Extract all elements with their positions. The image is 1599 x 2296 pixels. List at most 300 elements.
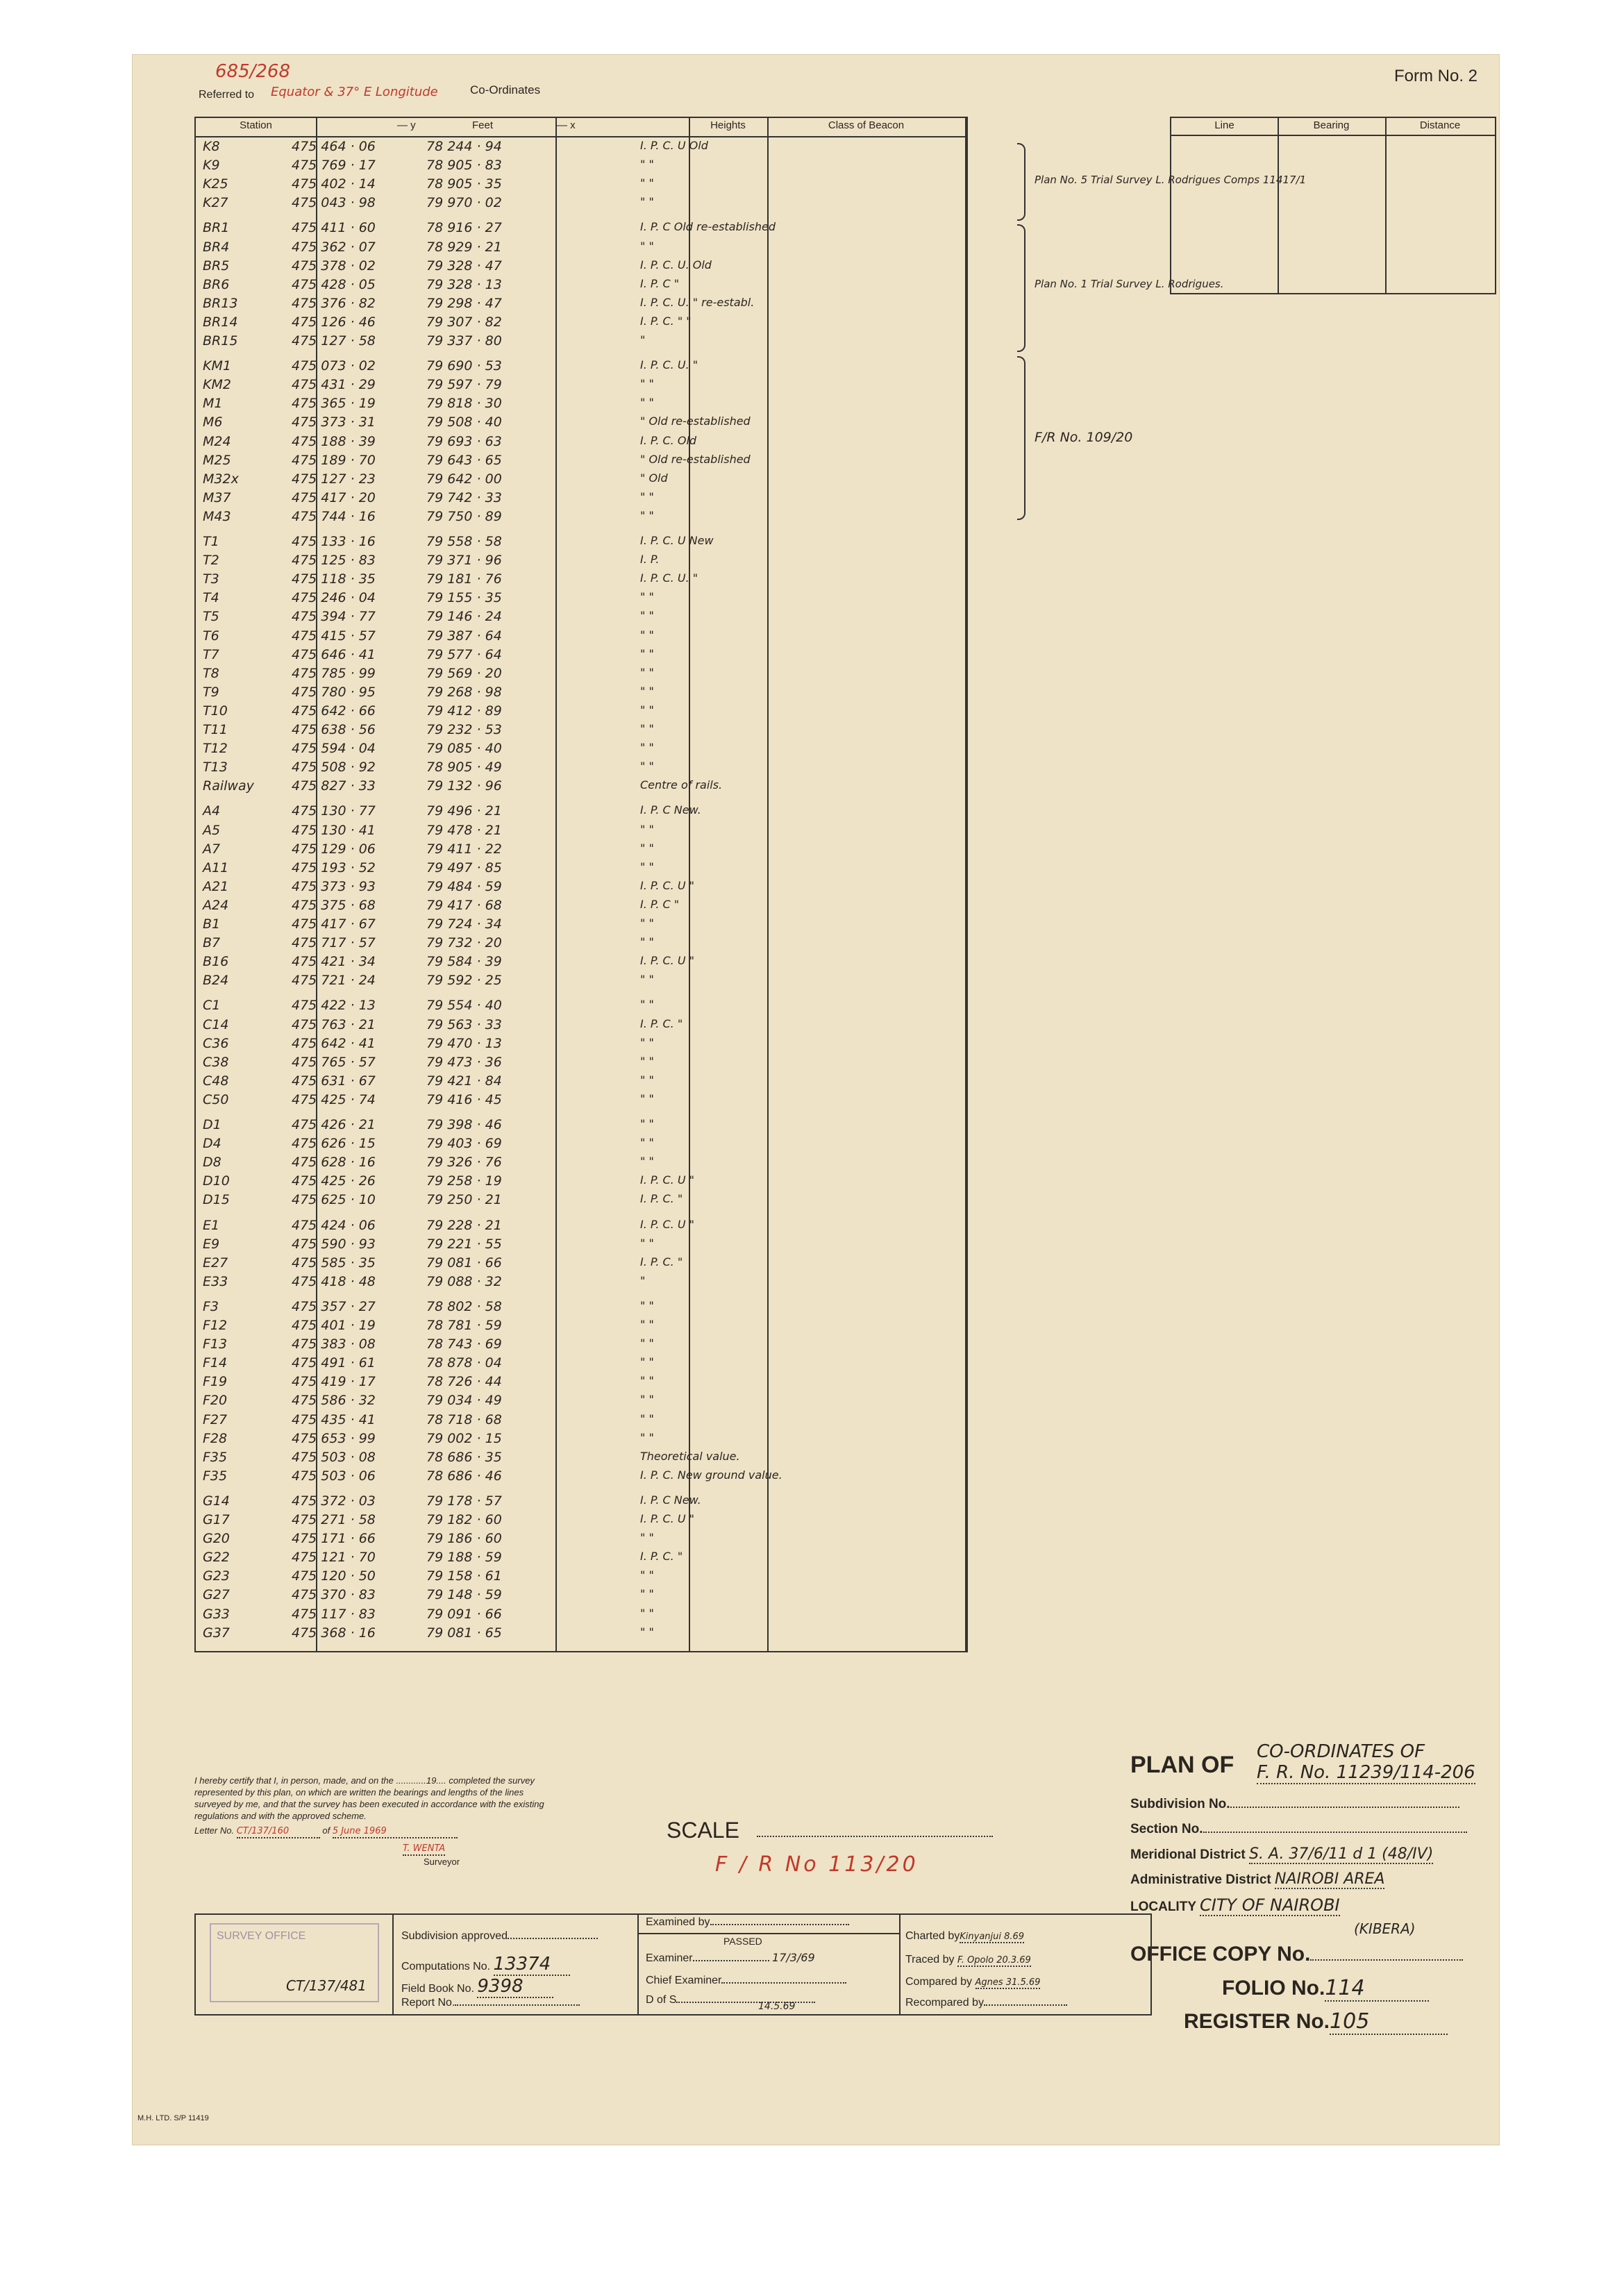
x-coordinate-cell: 79 403 · 69 [426,1136,502,1152]
x-coordinate-cell: 78 244 · 94 [426,139,502,154]
station-cell: B24 [203,973,229,989]
x-coordinate-cell: 79 554 · 40 [426,998,502,1014]
station-cell: G20 [203,1531,230,1547]
station-cell: D15 [203,1192,230,1208]
station-cell: K8 [203,139,220,154]
station-cell: G37 [203,1625,230,1641]
x-coordinate-cell: 79 337 · 80 [426,333,502,349]
y-coordinate-cell: 475 120 · 50 [292,1568,376,1584]
station-cell: F12 [203,1318,228,1333]
x-coordinate-cell: 79 563 · 33 [426,1016,502,1032]
station-cell: T7 [203,646,219,662]
y-coordinate-cell: 475 491 · 61 [292,1355,376,1371]
x-coordinate-cell: 79 307 · 82 [426,314,502,330]
x-coordinate-cell: 79 470 · 13 [426,1035,502,1051]
y-coordinate-cell: 475 188 · 39 [292,433,376,449]
plan-of-label: PLAN OF [1130,1752,1234,1778]
meridional-district-label: Meridional District [1130,1847,1246,1862]
x-coordinate-cell: 78 878 · 04 [426,1355,502,1371]
station-cell: D8 [203,1155,221,1171]
station-cell: C50 [203,1091,229,1107]
station-cell: BR15 [203,333,238,349]
y-coordinate-cell: 475 503 · 06 [292,1468,376,1484]
x-coordinate-cell: 79 597 · 79 [426,377,502,393]
x-coordinate-cell: 79 398 · 46 [426,1117,502,1132]
beacon-class-cell: " " [640,841,654,855]
station-cell: E27 [203,1255,228,1271]
beacon-class-cell: " " [640,1298,654,1312]
y-coordinate-cell: 475 411 · 60 [292,220,376,236]
station-cell: T2 [203,553,219,569]
x-coordinate-cell: 79 732 · 20 [426,935,502,951]
y-coordinate-cell: 475 503 · 08 [292,1449,376,1465]
subdivision-label: Subdivision No. [1130,1797,1230,1811]
station-cell: G27 [203,1587,230,1603]
subdivision-approved-label: Subdivision approved [401,1930,508,1942]
x-coordinate-cell: 79 155 · 35 [426,590,502,606]
y-coordinate-cell: 475 373 · 31 [292,414,376,430]
station-cell: F20 [203,1393,228,1409]
fr-number: F / R No 113/20 [715,1852,919,1877]
station-cell: E9 [203,1236,220,1252]
y-coordinate-cell: 475 383 · 08 [292,1336,376,1352]
beacon-class-cell: " " [640,239,654,253]
x-coordinate-cell: 79 158 · 61 [426,1568,502,1584]
beacon-class-cell: " " [640,1531,654,1545]
y-coordinate-cell: 475 073 · 02 [292,358,376,374]
charted-by-label: Charted by [905,1930,960,1942]
y-coordinate-cell: 475 653 · 99 [292,1430,376,1446]
station-cell: D1 [203,1117,221,1132]
bracket-br-group [1017,224,1025,352]
field-book-value: 9398 [477,1976,553,1998]
beacon-class-cell: I. P. C. " [640,1016,683,1030]
x-coordinate-cell: 79 569 · 20 [426,665,502,681]
y-coordinate-cell: 475 638 · 56 [292,722,376,737]
charted-by-value: Kinyanjui 8.69 [960,1932,1025,1942]
beacon-class-cell: " " [640,609,654,623]
locality-label: LOCALITY [1130,1900,1196,1914]
x-coordinate-cell: 79 421 · 84 [426,1073,502,1089]
x-coordinate-cell: 79 091 · 66 [426,1606,502,1622]
beacon-class-cell: " " [640,741,654,755]
y-coordinate-cell: 475 646 · 41 [292,646,376,662]
x-coordinate-cell: 79 085 · 40 [426,741,502,757]
administrative-district-value: NAIROBI AREA [1275,1870,1385,1888]
station-cell: F19 [203,1374,228,1390]
y-coordinate-cell: 475 394 · 77 [292,609,376,625]
x-coordinate-cell: 79 558 · 58 [426,534,502,549]
station-cell: G14 [203,1493,230,1509]
station-cell: C1 [203,998,221,1014]
plan-of [1130,1752,1234,1779]
y-coordinate-cell: 475 133 · 16 [292,534,376,549]
compared-by-value: Agnes 31.5.69 [975,1977,1041,1988]
y-coordinate-cell: 475 129 · 06 [292,841,376,857]
beacon-class-cell: " " [640,722,654,735]
y-coordinate-cell: 475 189 · 70 [292,452,376,468]
beacon-class-cell: " " [640,1430,654,1444]
x-coordinate-cell: 78 905 · 35 [426,176,502,192]
compared-by-label: Compared by [905,1976,973,1988]
station-cell: M6 [203,414,223,430]
y-coordinate-cell: 475 418 · 48 [292,1273,376,1289]
beacon-class-cell: " " [640,1625,654,1639]
surveyor-label: Surveyor [424,1857,460,1867]
y-coordinate-cell: 475 368 · 16 [292,1625,376,1641]
y-coordinate-cell: 475 631 · 67 [292,1073,376,1089]
x-coordinate-cell: 79 371 · 96 [426,553,502,569]
station-cell: T9 [203,684,219,700]
x-coordinate-cell: 79 742 · 33 [426,489,502,505]
station-cell: BR13 [203,295,238,311]
station-cell: T1 [203,534,219,549]
beacon-class-cell: " " [640,195,654,209]
beacon-class-cell: Centre of rails. [640,778,723,792]
x-coordinate-cell: 79 182 · 60 [426,1512,502,1527]
station-cell: A4 [203,803,221,819]
table-header-row [196,118,966,137]
referred-to-label: Referred to [199,89,255,101]
beacon-class-cell: I. P. C. U. " re-establ. [640,295,755,309]
y-coordinate-cell: 475 130 · 77 [292,803,376,819]
y-coordinate-cell: 475 586 · 32 [292,1393,376,1409]
y-coordinate-cell: 475 422 · 13 [292,998,376,1014]
header-feet: Feet [472,119,494,131]
y-coordinate-cell: 475 642 · 41 [292,1035,376,1051]
station-cell: T4 [203,590,219,606]
section-label: Section No. [1130,1822,1203,1836]
coordinates-table [194,117,968,1652]
beacon-class-cell: " " [640,665,654,679]
y-coordinate-cell: 475 370 · 83 [292,1587,376,1603]
station-cell: F3 [203,1298,219,1314]
y-coordinate-cell: 475 426 · 21 [292,1117,376,1132]
station-cell: D10 [203,1173,230,1189]
beacon-class-cell: " " [640,822,654,836]
beacon-class-cell: I. P. C. U. Old [640,258,712,271]
station-cell: M24 [203,433,231,449]
plan-of-value-2: F. R. No. 11239/114-206 [1257,1762,1475,1783]
beacon-class-cell: " " [640,1393,654,1407]
x-coordinate-cell: 78 929 · 21 [426,239,502,255]
x-coordinate-cell: 78 916 · 27 [426,220,502,236]
x-coordinate-cell: 79 577 · 64 [426,646,502,662]
y-coordinate-cell: 475 357 · 27 [292,1298,376,1314]
register-label: REGISTER No. [1184,2010,1330,2033]
y-coordinate-cell: 475 171 · 66 [292,1531,376,1547]
x-coordinate-cell: 79 970 · 02 [426,195,502,211]
y-coordinate-cell: 475 594 · 04 [292,741,376,757]
station-cell: A21 [203,878,229,894]
station-cell: F27 [203,1411,228,1427]
beacon-class-cell: " " [640,1374,654,1388]
beacon-class-cell: I. P. C. U " [640,1217,695,1231]
bracket-k-group [1017,143,1025,221]
locality-value: CITY OF NAIROBI [1199,1895,1340,1915]
station-cell: G23 [203,1568,230,1584]
beacon-class-cell: " " [640,998,654,1012]
examiner-label: Examiner [646,1952,693,1964]
beacon-class-cell: " " [640,860,654,873]
administrative-district-label: Administrative District [1130,1872,1271,1887]
station-cell: B16 [203,954,229,970]
x-coordinate-cell: 79 693 · 63 [426,433,502,449]
station-cell: Railway [203,778,254,794]
y-coordinate-cell: 475 193 · 52 [292,860,376,875]
header-station: Station [240,119,272,131]
station-cell: M32x [203,471,239,487]
x-coordinate-cell: 79 148 · 59 [426,1587,502,1603]
beacon-class-cell: I. P. C. U " [640,878,695,892]
x-coordinate-cell: 79 496 · 21 [426,803,502,819]
file-reference: 685/268 [215,61,291,82]
y-coordinate-cell: 475 585 · 35 [292,1255,376,1271]
station-cell: C36 [203,1035,229,1051]
y-coordinate-cell: 475 428 · 05 [292,276,376,292]
beacon-class-cell: " [640,1273,646,1287]
beacon-class-cell: " Old re-established [640,452,751,466]
y-coordinate-cell: 475 271 · 58 [292,1512,376,1527]
header-x: — x [557,119,576,131]
header-distance: Distance [1419,119,1461,131]
y-coordinate-cell: 475 625 · 10 [292,1192,376,1208]
y-coordinate-cell: 475 402 · 14 [292,176,376,192]
x-coordinate-cell: 79 188 · 59 [426,1550,502,1566]
station-cell: T12 [203,741,228,757]
beacon-class-cell: " " [640,590,654,604]
x-coordinate-cell: 78 686 · 35 [426,1449,502,1465]
beacon-class-cell: " " [640,935,654,949]
beacon-class-cell: I. P. C. U " [640,954,695,968]
station-cell: KM1 [203,358,231,374]
station-cell: BR1 [203,220,230,236]
y-coordinate-cell: 475 130 · 41 [292,822,376,838]
folio-value: 114 [1325,1976,1429,2002]
beacon-class-cell: I. P. C. U. " [640,358,698,372]
y-coordinate-cell: 475 375 · 68 [292,897,376,913]
x-coordinate-cell: 79 417 · 68 [426,897,502,913]
beacon-class-cell: " " [640,760,654,773]
station-cell: G33 [203,1606,230,1622]
y-coordinate-cell: 475 785 · 99 [292,665,376,681]
y-coordinate-cell: 475 118 · 35 [292,571,376,587]
x-coordinate-cell: 79 497 · 85 [426,860,502,875]
x-coordinate-cell: 79 034 · 49 [426,1393,502,1409]
y-coordinate-cell: 475 425 · 74 [292,1091,376,1107]
beacon-class-cell: I. P. C. U " [640,1512,695,1525]
station-cell: K9 [203,158,220,174]
beacon-class-cell: " " [640,158,654,171]
examined-by-label: Examined by [646,1916,710,1928]
y-coordinate-cell: 475 125 · 83 [292,553,376,569]
certificate-text: I hereby certify that I, in person, made, and on the ............19.... completed the survey represented by this plan, on which are written the bearings and lengths of the lines surveyed by me, and that the survey has been executed in accordance with the existing regulations and with the approved scheme. [194,1775,544,1821]
station-cell: A11 [203,860,229,875]
examiner-date: 17/3/69 [772,1951,815,1964]
x-coordinate-cell: 79 088 · 32 [426,1273,502,1289]
x-coordinate-cell: 79 411 · 22 [426,841,502,857]
beacon-class-cell: I. P. C. " [640,1192,683,1206]
folio-label: FOLIO No. [1222,1977,1325,2000]
beacon-class-cell: I. P. C. U " [640,1173,695,1187]
y-coordinate-cell: 475 117 · 83 [292,1606,376,1622]
x-coordinate-cell: 79 642 · 00 [426,471,502,487]
office-copy-label: OFFICE COPY No. [1130,1943,1311,1966]
y-coordinate-cell: 475 769 · 17 [292,158,376,174]
y-coordinate-cell: 475 435 · 41 [292,1411,376,1427]
beacon-class-cell: " " [640,1318,654,1331]
y-coordinate-cell: 475 126 · 46 [292,314,376,330]
y-coordinate-cell: 475 590 · 93 [292,1236,376,1252]
y-coordinate-cell: 475 246 · 04 [292,590,376,606]
x-coordinate-cell: 79 221 · 55 [426,1236,502,1252]
x-coordinate-cell: 79 132 · 96 [426,778,502,794]
x-coordinate-cell: 79 818 · 30 [426,396,502,412]
beacon-class-cell: I. P. C. " " [640,314,692,328]
x-coordinate-cell: 79 484 · 59 [426,878,502,894]
x-coordinate-cell: 79 081 · 66 [426,1255,502,1271]
y-coordinate-cell: 475 424 · 06 [292,1217,376,1233]
x-coordinate-cell: 79 146 · 24 [426,609,502,625]
y-coordinate-cell: 475 362 · 07 [292,239,376,255]
station-cell: T13 [203,760,228,776]
x-coordinate-cell: 79 081 · 65 [426,1625,502,1641]
beacon-class-cell: " " [640,1587,654,1601]
letter-no-value: CT/137/160 [237,1825,320,1838]
computations-value: 13374 [494,1954,570,1976]
beacon-class-cell: Theoretical value. [640,1449,740,1463]
beacon-class-cell: " [640,333,646,346]
note-km-group: F/R No. 109/20 [1035,430,1133,445]
beacon-class-cell: I. P. C " [640,897,680,911]
beacon-class-cell: " " [640,1054,654,1068]
beacon-class-cell: " " [640,1091,654,1105]
x-coordinate-cell: 79 478 · 21 [426,822,502,838]
x-coordinate-cell: 78 905 · 83 [426,158,502,174]
x-coordinate-cell: 79 002 · 15 [426,1430,502,1446]
station-cell: M37 [203,489,231,505]
station-cell: G17 [203,1512,230,1527]
traced-by-value: F. Opolo 20.3.69 [957,1955,1031,1966]
station-cell: T8 [203,665,219,681]
x-coordinate-cell: 78 802 · 58 [426,1298,502,1314]
beacon-class-cell: " Old [640,471,668,485]
x-coordinate-cell: 79 387 · 64 [426,628,502,644]
station-cell: BR5 [203,258,230,274]
y-coordinate-cell: 475 763 · 21 [292,1016,376,1032]
beacon-class-cell: " " [640,377,654,391]
y-coordinate-cell: 475 415 · 57 [292,628,376,644]
x-coordinate-cell: 79 750 · 89 [426,508,502,524]
beacon-class-cell: I. P. C. U New [640,534,714,547]
x-coordinate-cell: 79 724 · 34 [426,916,502,932]
y-coordinate-cell: 475 425 · 26 [292,1173,376,1189]
x-coordinate-cell: 79 473 · 36 [426,1054,502,1070]
station-cell: BR14 [203,314,238,330]
station-cell: BR4 [203,239,230,255]
station-cell: C14 [203,1016,229,1032]
beacon-class-cell: " " [640,508,654,522]
y-coordinate-cell: 475 127 · 58 [292,333,376,349]
d-of-s-date: 14.5.69 [758,2001,796,2012]
station-cell: E33 [203,1273,228,1289]
station-cell: F28 [203,1430,228,1446]
beacon-class-cell: " " [640,1336,654,1350]
d-of-s-label: D of S [646,1994,677,2006]
certificate-date: 5 June 1969 [333,1825,458,1838]
beacon-class-cell: " " [640,1117,654,1130]
beacon-class-cell: " " [640,176,654,190]
y-coordinate-cell: 475 827 · 33 [292,778,376,794]
line-bearing-distance-table [1170,117,1496,294]
y-coordinate-cell: 475 121 · 70 [292,1550,376,1566]
beacon-class-cell: " " [640,1073,654,1087]
beacon-class-cell: " " [640,396,654,410]
x-coordinate-cell: 79 228 · 21 [426,1217,502,1233]
x-coordinate-cell: 79 326 · 76 [426,1155,502,1171]
station-cell: F13 [203,1336,228,1352]
beacon-class-cell: I. P. [640,553,660,567]
beacon-class-cell: " " [640,1606,654,1620]
x-coordinate-cell: 79 232 · 53 [426,722,502,737]
beacon-class-cell: " " [640,684,654,698]
y-coordinate-cell: 475 376 · 82 [292,295,376,311]
x-coordinate-cell: 79 298 · 47 [426,295,502,311]
report-label: Report No. [401,1997,455,2009]
beacon-class-cell: I. P. C " [640,276,680,290]
y-coordinate-cell: 475 765 · 57 [292,1054,376,1070]
station-cell: B7 [203,935,221,951]
x-coordinate-cell: 79 508 · 40 [426,414,502,430]
beacon-class-cell: I. P. C. Old [640,433,697,447]
scale-label: SCALE [667,1818,739,1843]
bracket-km-group [1017,356,1025,520]
y-coordinate-cell: 475 043 · 98 [292,195,376,211]
beacon-class-cell: " " [640,1035,654,1049]
station-cell: BR6 [203,276,230,292]
station-cell: C48 [203,1073,229,1089]
x-coordinate-cell: 79 181 · 76 [426,571,502,587]
x-coordinate-cell: 78 726 · 44 [426,1374,502,1390]
beacon-class-cell: " " [640,1136,654,1150]
y-coordinate-cell: 475 419 · 17 [292,1374,376,1390]
station-cell: T11 [203,722,228,737]
beacon-class-cell: " " [640,1355,654,1369]
y-coordinate-cell: 475 372 · 03 [292,1493,376,1509]
station-cell: A24 [203,897,229,913]
y-coordinate-cell: 475 780 · 95 [292,684,376,700]
station-cell: F35 [203,1449,228,1465]
beacon-class-cell: I. P. C. U. " [640,571,698,585]
meridional-district-value: S. A. 37/6/11 d 1 (48/IV) [1249,1845,1434,1863]
y-coordinate-cell: 475 365 · 19 [292,396,376,412]
header-y: — y [397,119,416,131]
register-value: 105 [1330,2009,1448,2035]
y-coordinate-cell: 475 628 · 16 [292,1155,376,1171]
x-coordinate-cell: 79 690 · 53 [426,358,502,374]
y-coordinate-cell: 475 717 · 57 [292,935,376,951]
station-cell: A7 [203,841,221,857]
plan-of-value-1: CO-ORDINATES OF [1257,1741,1425,1762]
field-book-label: Field Book No. [401,1983,474,1995]
x-coordinate-cell: 79 412 · 89 [426,703,502,719]
x-coordinate-cell: 79 328 · 13 [426,276,502,292]
x-coordinate-cell: 79 643 · 65 [426,452,502,468]
y-coordinate-cell: 475 508 · 92 [292,760,376,776]
beacon-class-cell: " " [640,1155,654,1168]
beacon-class-cell: I. P. C New. [640,803,701,817]
header-line: Line [1214,119,1234,131]
